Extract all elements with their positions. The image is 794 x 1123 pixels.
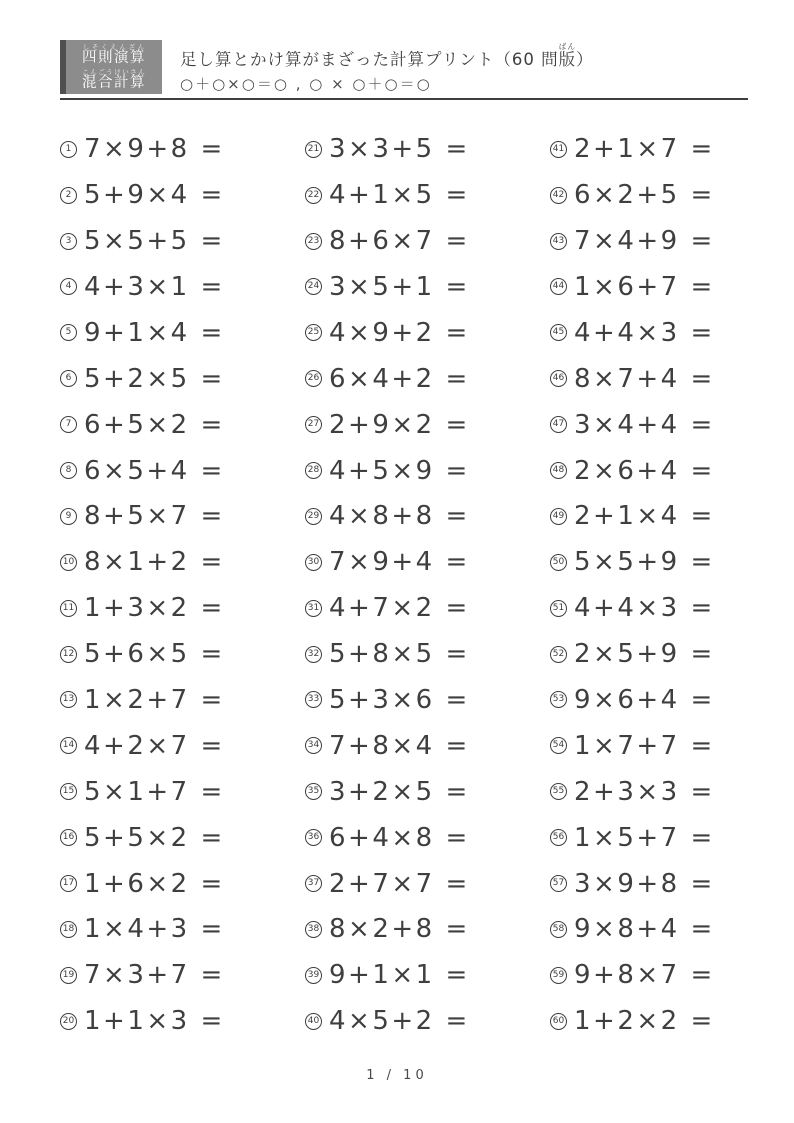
problem-row (305, 815, 550, 861)
problem-row (60, 402, 305, 448)
problem-expression: 3×5+1 = (329, 271, 470, 302)
problem-expression: 1+6×2 = (84, 868, 225, 899)
problem-row (305, 126, 550, 172)
problem-expression: 7+8×4 = (329, 730, 470, 761)
problem-number: 22 (305, 187, 322, 204)
problem-number: 49 (550, 508, 567, 525)
problems-col-2 (305, 126, 550, 1044)
problem-expression: 2×6+4 = (574, 455, 715, 486)
problem-row (550, 539, 794, 585)
problem-row (550, 723, 794, 769)
problem-row (60, 218, 305, 264)
problem-number: 11 (60, 600, 77, 617)
problem-expression: 5+9×4 = (84, 180, 225, 211)
problem-expression: 2+7×7 = (329, 868, 470, 899)
problem-expression: 7×4+9 = (574, 226, 715, 257)
problem-expression: 4+7×2 = (329, 593, 470, 624)
category-badge (60, 40, 162, 94)
problem-row (305, 539, 550, 585)
title-ruby-furigana: ばん (558, 42, 577, 52)
problem-expression: 1×7+7 = (574, 730, 715, 761)
worksheet-title (180, 42, 594, 71)
problem-row (60, 356, 305, 402)
problem-expression: 2+1×7 = (574, 134, 715, 165)
problem-number: 29 (305, 508, 322, 525)
problem-expression: 4+1×5 = (329, 180, 470, 211)
problem-expression: 2×5+9 = (574, 639, 715, 670)
problem-row (60, 998, 305, 1044)
problem-row (550, 815, 794, 861)
problem-number: 13 (60, 691, 77, 708)
problem-number: 60 (550, 1013, 567, 1030)
problem-row (60, 126, 305, 172)
problem-expression: 5+2×5 = (84, 363, 225, 394)
problem-expression: 8+5×7 = (84, 501, 225, 532)
problem-expression: 1×2+7 = (84, 684, 225, 715)
badge-line-2-furigana: こんごうけいさん (82, 67, 146, 76)
problem-number: 10 (60, 554, 77, 571)
problem-expression: 5+6×5 = (84, 639, 225, 670)
problem-number: 17 (60, 875, 77, 892)
problem-row (305, 723, 550, 769)
problem-expression: 1×5+7 = (574, 822, 715, 853)
problem-expression: 5×5+5 = (84, 226, 225, 257)
problem-row (305, 998, 550, 1044)
problem-number: 38 (305, 921, 322, 938)
problem-expression: 8×7+4 = (574, 363, 715, 394)
problem-number: 24 (305, 278, 322, 295)
problem-number: 58 (550, 921, 567, 938)
problem-row (305, 952, 550, 998)
problem-number: 42 (550, 187, 567, 204)
problem-number: 15 (60, 783, 77, 800)
problem-expression: 4+2×7 = (84, 730, 225, 761)
problem-expression: 2+3×3 = (574, 776, 715, 807)
problem-number: 6 (60, 370, 77, 387)
problem-row (550, 356, 794, 402)
problem-number: 45 (550, 324, 567, 341)
problem-expression: 9+1×4 = (84, 317, 225, 348)
problem-number: 57 (550, 875, 567, 892)
problem-expression: 2+1×4 = (574, 501, 715, 532)
problem-row (60, 723, 305, 769)
problem-number: 19 (60, 967, 77, 984)
problem-row (60, 539, 305, 585)
problem-row (305, 493, 550, 539)
problem-row (60, 677, 305, 723)
badge-line-1-text: 四則演算 (82, 50, 146, 66)
problem-expression: 5+5×2 = (84, 822, 225, 853)
problem-number: 34 (305, 737, 322, 754)
problem-expression: 2+9×2 = (329, 409, 470, 440)
problem-row (305, 769, 550, 815)
problem-expression: 4×9+2 = (329, 317, 470, 348)
problem-row (305, 172, 550, 218)
problem-row (60, 815, 305, 861)
problem-row (60, 493, 305, 539)
problem-expression: 1+3×2 = (84, 593, 225, 624)
problem-expression: 4×8+8 = (329, 501, 470, 532)
problem-row (60, 448, 305, 494)
problem-row (550, 172, 794, 218)
title-ruby-base: 版 (558, 50, 577, 70)
problems-col-3 (550, 126, 794, 1044)
problem-row (550, 769, 794, 815)
problem-row (550, 264, 794, 310)
problem-row (305, 402, 550, 448)
title-ruby (558, 42, 577, 70)
problem-expression: 1+2×2 = (574, 1006, 715, 1037)
problem-number: 4 (60, 278, 77, 295)
problem-number: 9 (60, 508, 77, 525)
problem-number: 31 (305, 600, 322, 617)
problem-expression: 4+3×1 = (84, 271, 225, 302)
problems-grid (60, 126, 750, 1044)
problem-expression: 9×6+4 = (574, 684, 715, 715)
problem-number: 48 (550, 462, 567, 479)
problem-expression: 6+4×8 = (329, 822, 470, 853)
problem-row (60, 906, 305, 952)
problem-row (305, 585, 550, 631)
problem-number: 52 (550, 646, 567, 663)
problem-row (305, 356, 550, 402)
problem-number: 26 (305, 370, 322, 387)
problem-expression: 5×1+7 = (84, 776, 225, 807)
problem-number: 23 (305, 233, 322, 250)
problem-row (550, 218, 794, 264)
problem-row (550, 861, 794, 907)
badge-line-1-furigana: しそくえんざん (82, 43, 146, 51)
problem-row (60, 264, 305, 310)
problem-expression: 4×5+2 = (329, 1006, 470, 1037)
problem-row (305, 218, 550, 264)
problem-row (60, 769, 305, 815)
problem-expression: 4+4×3 = (574, 317, 715, 348)
problem-row (305, 631, 550, 677)
worksheet-header (60, 40, 748, 100)
problem-number: 2 (60, 187, 77, 204)
badge-line-2 (82, 68, 146, 92)
problem-number: 56 (550, 829, 567, 846)
problem-row (550, 998, 794, 1044)
problem-row (550, 493, 794, 539)
problem-expression: 6×5+4 = (84, 455, 225, 486)
problem-number: 18 (60, 921, 77, 938)
problem-number: 59 (550, 967, 567, 984)
problem-row (550, 310, 794, 356)
problem-number: 53 (550, 691, 567, 708)
problem-number: 7 (60, 416, 77, 433)
problem-row (60, 310, 305, 356)
problem-expression: 7×9+8 = (84, 134, 225, 165)
problem-expression: 9×8+4 = (574, 914, 715, 945)
problem-number: 46 (550, 370, 567, 387)
problem-expression: 8×2+8 = (329, 914, 470, 945)
problem-expression: 4+5×9 = (329, 455, 470, 486)
problem-number: 8 (60, 462, 77, 479)
problem-number: 40 (305, 1013, 322, 1030)
problem-expression: 5+8×5 = (329, 639, 470, 670)
problem-number: 35 (305, 783, 322, 800)
badge-line-1 (82, 43, 146, 67)
problem-row (550, 677, 794, 723)
problem-expression: 1+1×3 = (84, 1006, 225, 1037)
problem-row (550, 402, 794, 448)
problem-number: 20 (60, 1013, 77, 1030)
problem-row (60, 861, 305, 907)
problem-number: 39 (305, 967, 322, 984)
problem-row (305, 448, 550, 494)
problem-expression: 6+5×2 = (84, 409, 225, 440)
title-text-end: ） (576, 50, 594, 70)
problem-expression: 1×6+7 = (574, 271, 715, 302)
problem-number: 44 (550, 278, 567, 295)
problem-row (550, 448, 794, 494)
problem-row (550, 906, 794, 952)
problem-number: 47 (550, 416, 567, 433)
problem-expression: 7×9+4 = (329, 547, 470, 578)
title-text-start: 足し算とかけ算がまざった計算プリント（60 問 (180, 50, 559, 70)
problem-row (60, 631, 305, 677)
problem-row (305, 906, 550, 952)
problem-number: 21 (305, 141, 322, 158)
problem-row (305, 677, 550, 723)
problem-number: 27 (305, 416, 322, 433)
problem-number: 28 (305, 462, 322, 479)
problem-number: 54 (550, 737, 567, 754)
problem-row (550, 952, 794, 998)
problem-number: 50 (550, 554, 567, 571)
badge-line-2-text: 混合計算 (82, 74, 146, 91)
problem-number: 33 (305, 691, 322, 708)
problem-row (305, 861, 550, 907)
problem-expression: 4+4×3 = (574, 593, 715, 624)
problem-row (550, 126, 794, 172)
problem-expression: 3×3+5 = (329, 134, 470, 165)
problem-number: 12 (60, 646, 77, 663)
problem-number: 3 (60, 233, 77, 250)
problem-expression: 1×4+3 = (84, 914, 225, 945)
problem-expression: 3+2×5 = (329, 776, 470, 807)
problem-expression: 9+8×7 = (574, 960, 715, 991)
problem-expression: 5+3×6 = (329, 684, 470, 715)
problem-number: 1 (60, 141, 77, 158)
problem-expression: 6×2+5 = (574, 180, 715, 211)
problem-row (305, 310, 550, 356)
problem-number: 30 (305, 554, 322, 571)
problem-expression: 9+1×1 = (329, 960, 470, 991)
problem-row (60, 172, 305, 218)
problem-number: 51 (550, 600, 567, 617)
problem-number: 37 (305, 875, 322, 892)
problem-expression: 6×4+2 = (329, 363, 470, 394)
problem-expression: 8×1+2 = (84, 547, 225, 578)
problem-expression: 8+6×7 = (329, 226, 470, 257)
problem-number: 5 (60, 324, 77, 341)
worksheet-subtitle: ○＋○×○＝○ , ○ × ○＋○＝○ (180, 75, 432, 94)
problem-row (60, 585, 305, 631)
problem-expression: 5×5+9 = (574, 547, 715, 578)
problem-row (305, 264, 550, 310)
problem-number: 14 (60, 737, 77, 754)
problems-col-1 (60, 126, 305, 1044)
problem-expression: 3×4+4 = (574, 409, 715, 440)
problem-number: 16 (60, 829, 77, 846)
problem-number: 43 (550, 233, 567, 250)
problem-number: 36 (305, 829, 322, 846)
problem-number: 25 (305, 324, 322, 341)
problem-expression: 3×9+8 = (574, 868, 715, 899)
problem-row (60, 952, 305, 998)
problem-row (550, 585, 794, 631)
problem-number: 32 (305, 646, 322, 663)
page-number: 1 / 10 (366, 1068, 428, 1083)
problem-expression: 7×3+7 = (84, 960, 225, 991)
problem-number: 41 (550, 141, 567, 158)
header-titles (162, 40, 594, 94)
problem-number: 55 (550, 783, 567, 800)
problem-row (550, 631, 794, 677)
